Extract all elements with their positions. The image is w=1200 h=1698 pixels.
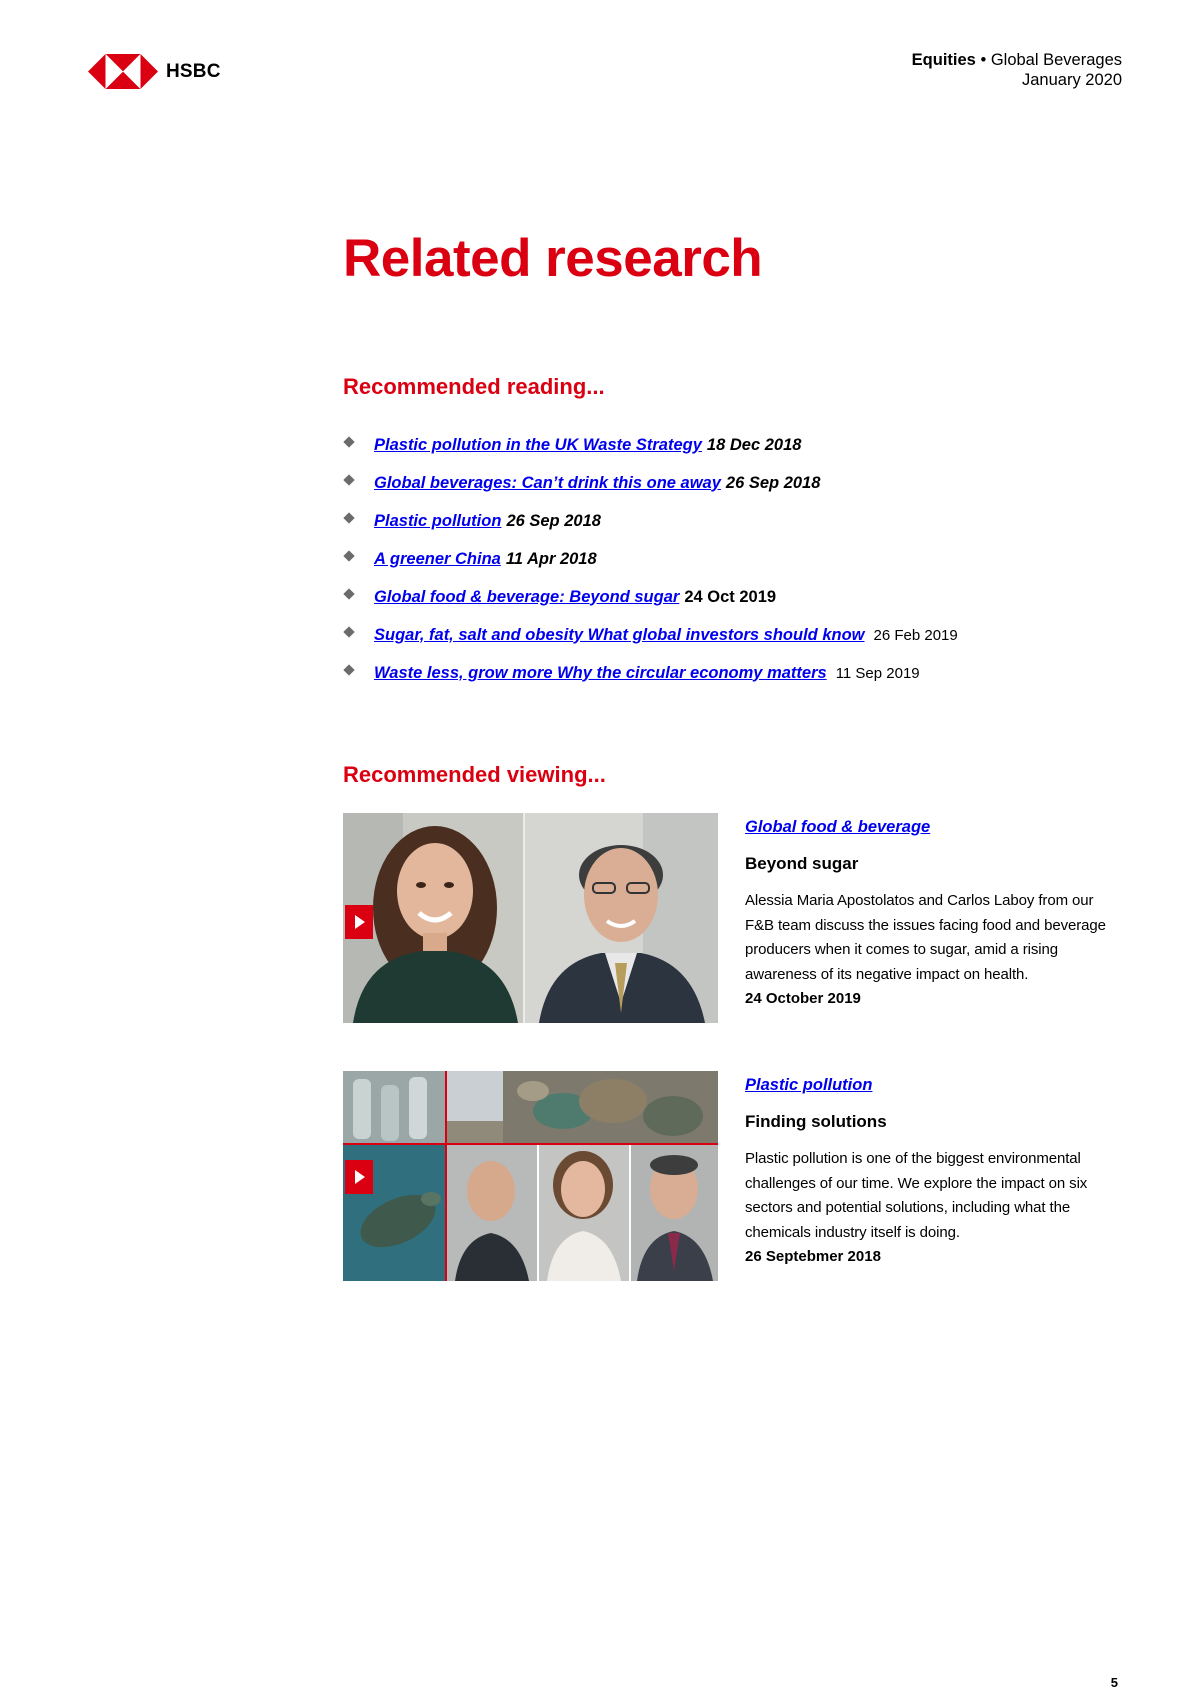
reading-link[interactable]: Plastic pollution <box>374 511 502 530</box>
video-description: Alessia Maria Apostolatos and Carlos Laboy from our F&B team discuss the issues facing food and beverage producers when it comes to sugar, amid a rising awareness of its negative impact on health. <box>745 892 1106 983</box>
play-icon[interactable] <box>345 1160 373 1194</box>
list-item <box>345 654 958 692</box>
diamond-bullet-icon <box>343 588 354 599</box>
reading-date: 26 Sep 2018 <box>506 511 601 530</box>
reading-date: 24 Oct 2019 <box>684 587 777 606</box>
page-title: Related research <box>343 229 763 288</box>
reading-date: 11 Sep 2019 <box>835 664 920 682</box>
diamond-bullet-icon <box>343 626 354 637</box>
video-card-text <box>745 818 1125 1011</box>
diamond-bullet-icon <box>343 664 354 675</box>
reading-link[interactable]: Plastic pollution in the UK Waste Strategy <box>374 435 702 454</box>
video-date: 26 Septebmer 2018 <box>745 1248 881 1265</box>
list-item <box>345 616 958 654</box>
video-thumbnail[interactable] <box>343 813 718 1023</box>
header-separator: • <box>980 51 987 69</box>
reading-link[interactable]: Sugar, fat, salt and obesity What global investors should know <box>374 625 865 644</box>
diamond-bullet-icon <box>343 512 354 523</box>
header-meta <box>912 50 1122 90</box>
video-link[interactable]: Global food & beverage <box>745 818 931 836</box>
reading-date: 11 Apr 2018 <box>505 549 597 568</box>
header-section-bold: Equities <box>911 51 976 69</box>
list-item <box>345 464 958 502</box>
viewing-heading: Recommended viewing... <box>343 762 606 787</box>
video-thumbnail-image <box>343 1071 718 1281</box>
hsbc-logo <box>88 54 221 89</box>
header-section-rest: Global Beverages <box>990 51 1122 69</box>
reading-heading: Recommended reading... <box>343 374 605 399</box>
header-section <box>912 50 1122 70</box>
reading-date: 18 Dec 2018 <box>706 435 802 454</box>
header-date: January 2020 <box>1022 71 1122 89</box>
reading-date: 26 Sep 2018 <box>725 473 821 492</box>
list-item <box>345 426 958 464</box>
video-subtitle: Beyond sugar <box>745 854 859 873</box>
reading-list <box>345 426 958 692</box>
video-subtitle: Finding solutions <box>745 1112 887 1131</box>
video-link[interactable]: Plastic pollution <box>745 1076 873 1094</box>
diamond-bullet-icon <box>343 474 354 485</box>
logo-wordmark: HSBC <box>166 60 221 82</box>
video-description: Plastic pollution is one of the biggest environmental challenges of our time. We explore the impact on six sectors and potential solutions, including what the chemicals industry itself is doing. <box>745 1150 1088 1241</box>
video-thumbnail[interactable] <box>343 1071 718 1281</box>
video-date: 24 October 2019 <box>745 990 861 1007</box>
list-item <box>345 540 958 578</box>
video-card-text <box>745 1076 1125 1269</box>
list-item <box>345 502 958 540</box>
reading-link[interactable]: Global beverages: Can’t drink this one away <box>374 473 721 492</box>
list-item <box>345 578 958 616</box>
page-number: 5 <box>1110 1675 1118 1690</box>
reading-link[interactable]: A greener China <box>374 549 501 568</box>
diamond-bullet-icon <box>343 436 354 447</box>
reading-link[interactable]: Waste less, grow more Why the circular economy matters <box>374 663 827 682</box>
reading-date: 26 Feb 2019 <box>873 626 958 644</box>
diamond-bullet-icon <box>343 550 354 561</box>
play-icon[interactable] <box>345 905 373 939</box>
video-thumbnail-image <box>343 813 718 1023</box>
reading-link[interactable]: Global food & beverage: Beyond sugar <box>374 587 680 606</box>
hsbc-hexagon-icon <box>88 54 158 89</box>
